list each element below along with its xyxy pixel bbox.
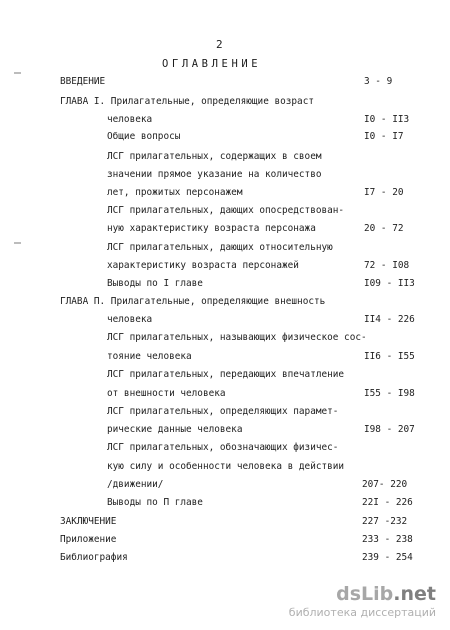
toc-entry-text: ЛСГ прилагательных, передающих впечатление [107,369,345,380]
toc-entry-text: ЛСГ прилагательных, называющих физическое сос- [107,332,367,343]
toc-entry-pages: II6 - I55 [364,351,415,362]
toc-entry-pages: II4 - 226 [364,314,415,325]
toc-entry-text: ЛСГ прилагательных, дающих опосредствован- [107,205,345,216]
toc-entry-text: значении прямое указание на количество [107,169,322,180]
watermark-logo-suffix: .net [393,583,436,605]
page-title: ОГЛАВЛЕНИЕ [162,58,262,70]
watermark-logo [289,583,436,605]
toc-entry-pages: 3 - 9 [364,76,393,87]
toc-entry-text: лет, прожитых персонажем [107,187,243,198]
toc-entry-text: ГЛАВА I. Прилагательные, определяющие возраст [60,96,314,107]
scan-margin-mark [14,242,21,244]
toc-entry-pages: I09 - II3 [364,278,415,289]
toc-entry-text: рические данные человека [107,424,243,435]
toc-entry-pages: 72 - I08 [364,260,410,271]
toc-entry-text: ЛСГ прилагательных, обозначающих физичес- [107,442,339,453]
toc-entry-text: ВВЕДЕНИЕ [60,76,106,87]
watermark [289,583,436,619]
toc-entry-pages: I7 - 20 [364,187,404,198]
toc-entry-text: /движении/ [107,479,164,490]
toc-entry-pages: 227 -232 [362,516,408,527]
toc-entry-pages: I98 - 207 [364,424,415,435]
toc-entry-text: ЛСГ прилагательных, содержащих в своем [107,151,322,162]
toc-entry-text: ГЛАВА П. Прилагательные, определяющие внешность [60,296,326,307]
page-number: 2 [216,38,223,51]
toc-entry-text: от внешности человека [107,388,226,399]
watermark-subtitle: библиотека диссертаций [288,606,436,619]
toc-entry-text: ЛСГ прилагательных, дающих относительную [107,242,333,253]
watermark-logo-main: dsLib [336,583,394,605]
toc-entry-text: Приложение [60,534,117,545]
toc-entry-pages: 207- 220 [362,479,408,490]
toc-entry-pages: I0 - II3 [364,114,410,125]
toc-entry-text: ЗАКЛЮЧЕНИЕ [60,516,117,527]
toc-entry-text: человека [107,314,153,325]
toc-entry-pages: I0 - I7 [364,131,404,142]
toc-entry-text: характеристику возраста персонажей [107,260,299,271]
toc-entry-pages: 22I - 226 [362,497,413,508]
toc-entry-pages: 239 - 254 [362,552,413,563]
toc-entry-text: кую силу и особенности человека в действии [107,461,345,472]
toc-entry-pages: I55 - I98 [364,388,415,399]
toc-entry-text: тояние человека [107,351,192,362]
toc-entry-pages: 20 - 72 [364,223,404,234]
toc-entry-pages: 233 - 238 [362,534,413,545]
toc-entry-text: Выводы по I главе [107,278,203,289]
scan-margin-mark [14,72,21,74]
toc-entry-text: ную характеристику возраста персонажа [107,223,316,234]
toc-entry-text: Общие вопросы [107,131,181,142]
toc-entry-text: Библиография [60,552,128,563]
toc-entry-text: Выводы по П главе [107,497,203,508]
toc-entry-text: человека [107,114,153,125]
toc-entry-text: ЛСГ прилагательных, определяющих парамет- [107,406,339,417]
